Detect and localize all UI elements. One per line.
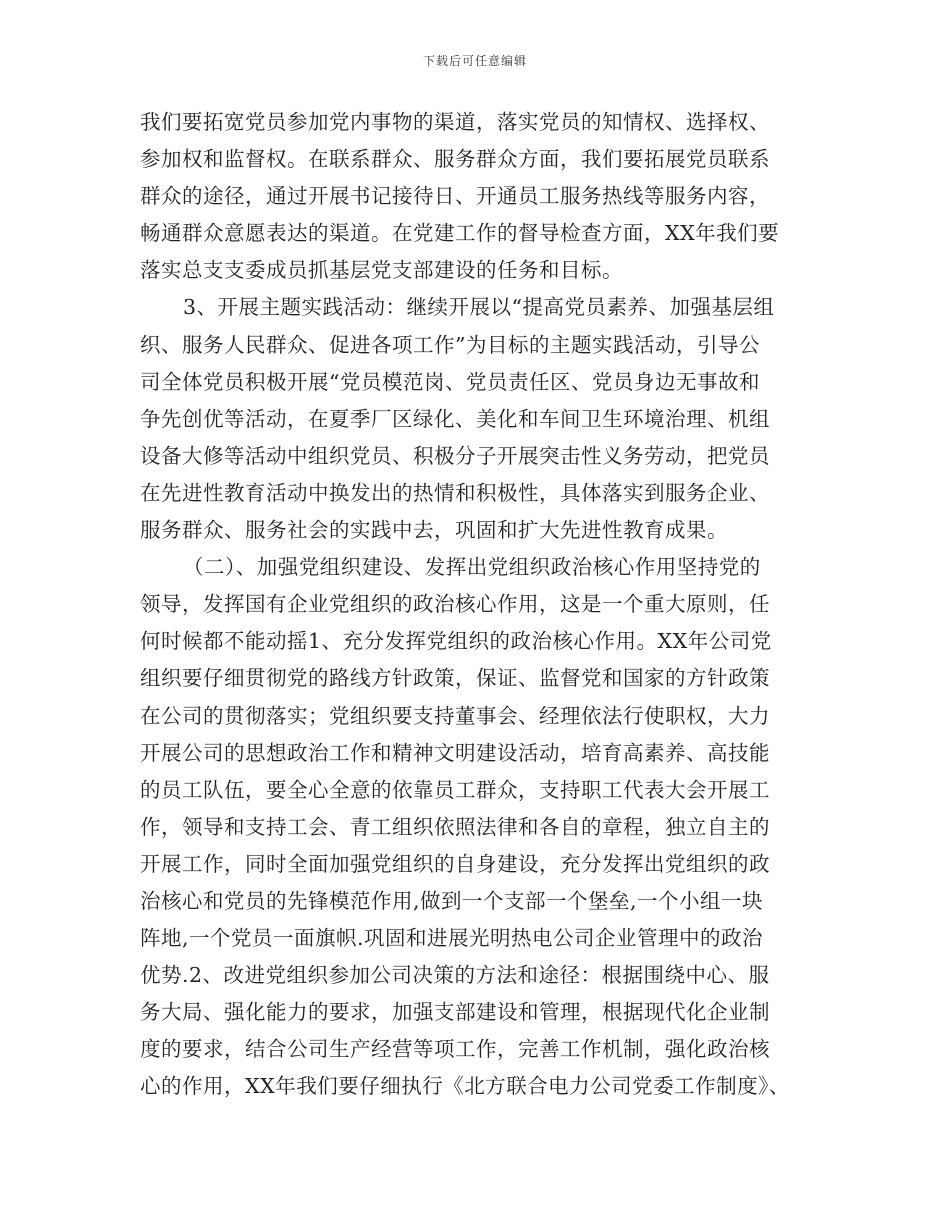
text-line: 领导，发挥国有企业党组织的政治核心作用，这是一个重大原则，任 [140, 592, 770, 617]
text-line: 的员工队伍，要全心全意的依靠员工群众，支持职工代表大会开展工 [140, 777, 770, 802]
text-line: 开展工作，同时全面加强党组织的自身建设，充分发挥出党组织的政 [140, 851, 770, 876]
text-line: 开展公司的思想政治工作和精神文明建设活动，培育高素养、高技能 [140, 740, 770, 765]
text-line: 畅通群众意愿表达的渠道。在党建工作的督导检查方面，XX年我们要 [140, 221, 780, 246]
text-line: 织、服务人民群众、促进各项工作”为目标的主题实践活动，引导公 [140, 332, 760, 357]
text-line: 设备大修等活动中组织党员、积极分子开展突击性义务劳动，把党员 [140, 443, 770, 468]
paragraph-start-line: 3、开展主题实践活动：继续开展以“提高党员素养、加强基层组 [183, 295, 775, 320]
text-line: 阵地,一个党员一面旗帜.巩固和进展光明热电公司企业管理中的政治 [140, 926, 764, 951]
text-line: 群众的途径，通过开展书记接待日、开通员工服务热线等服务内容， [140, 184, 770, 209]
text-line: 治核心和党员的先锋模范作用,做到一个支部一个堡垒,一个小组一块 [140, 888, 764, 913]
text-line: 作，领导和支持工会、青工组织依照法律和各自的章程，独立自主的 [140, 814, 770, 839]
text-line: 何时候都不能动摇1、充分发挥党组织的政治核心作用。XX年公司党 [140, 629, 772, 654]
text-line: 司全体党员积极开展“党员模范岗、党员责任区、党员身边无事故和 [140, 369, 760, 394]
text-line: 在先进性教育活动中换发出的热情和积极性，具体落实到服务企业、 [140, 480, 770, 505]
text-line: 务大局、强化能力的要求，加强支部建设和管理，根据现代化企业制 [140, 1000, 770, 1025]
document-body [140, 104, 812, 1106]
text-line: 优势.2、改进党组织参加公司决策的方法和途径：根据围绕中心、服 [140, 963, 770, 988]
paragraph-start-line: （二）、加强党组织建设、发挥出党组织政治核心作用坚持党的 [183, 555, 761, 580]
text-line: 服务群众、服务社会的实践中去，巩固和扩大先进性教育成果。 [140, 518, 728, 543]
text-line: 在公司的贯彻落实；党组织要支持董事会、经理依法行使职权，大力 [140, 703, 770, 728]
text-line: 落实总支支委成员抓基层党支部建设的任务和目标。 [140, 258, 623, 283]
text-line: 组织要仔细贯彻党的路线方针政策，保证、监督党和国家的方针政策 [140, 666, 770, 691]
text-line: 心的作用，XX年我们要仔细执行《北方联合电力公司党委工作制度》、 [140, 1074, 790, 1099]
text-line: 我们要拓宽党员参加党内事物的渠道，落实党员的知情权、选择权、 [140, 110, 770, 134]
text-line: 度的要求，结合公司生产经营等项工作，完善工作机制，强化政治核 [140, 1037, 770, 1062]
page-header: 下载后可任意编辑 [422, 54, 527, 68]
text-line: 争先创优等活动，在夏季厂区绿化、美化和车间卫生环境治理、机组 [140, 406, 770, 431]
text-line: 参加权和监督权。在联系群众、服务群众方面，我们要拓展党员联系 [140, 147, 770, 172]
